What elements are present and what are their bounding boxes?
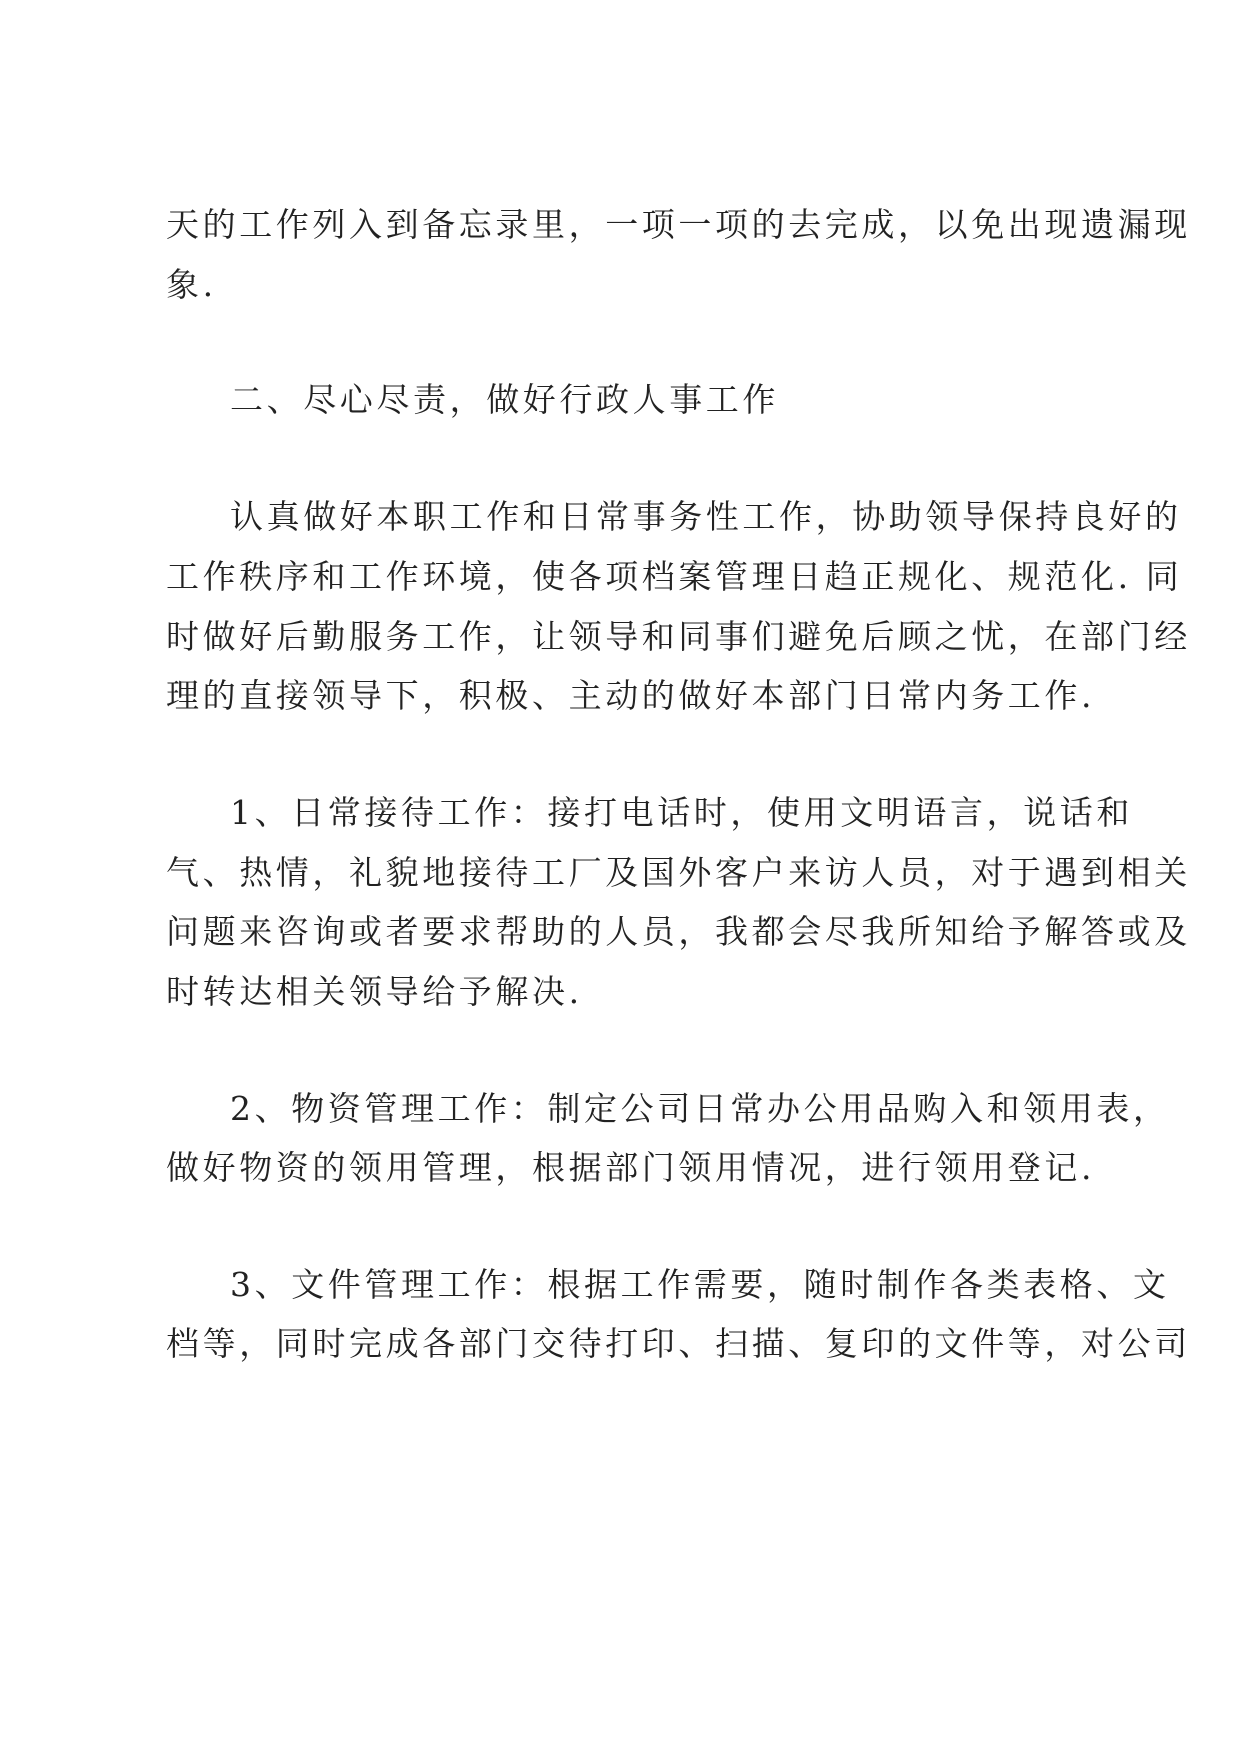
paragraph-line: 时转达相关领导给予解决. — [166, 972, 583, 1011]
paragraph-line: 2、物资管理工作：制定公司日常办公用品购入和领用表， — [230, 1089, 1170, 1128]
paragraph-line: 时做好后勤服务工作，让领导和同事们避免后顾之忧，在部门经 — [166, 617, 1191, 656]
paragraph-line: 气、热情，礼貌地接待工厂及国外客户来访人员，对于遇到相关 — [166, 853, 1191, 892]
paragraph-line: 理的直接领导下，积极、主动的做好本部门日常内务工作. — [166, 676, 1096, 715]
paragraph-line: 工作秩序和工作环境，使各项档案管理日趋正规化、规范化. 同 — [166, 557, 1183, 596]
paragraph-line: 1、日常接待工作：接打电话时，使用文明语言，说话和 — [230, 793, 1133, 832]
section-heading: 二、尽心尽责，做好行政人事工作 — [230, 380, 779, 419]
paragraph-line: 问题来咨询或者要求帮助的人员，我都会尽我所知给予解答或及 — [166, 912, 1191, 951]
paragraph-line: 象. — [166, 265, 217, 304]
paragraph-line: 认真做好本职工作和日常事务性工作，协助领导保持良好的 — [230, 497, 1182, 536]
paragraph-line: 天的工作列入到备忘录里，一项一项的去完成，以免出现遗漏现 — [166, 205, 1191, 244]
paragraph-line: 做好物资的领用管理，根据部门领用情况，进行领用登记. — [166, 1148, 1096, 1187]
paragraph-line: 3、文件管理工作：根据工作需要，随时制作各类表格、文 — [230, 1265, 1170, 1304]
paragraph-line: 档等，同时完成各部门交待打印、扫描、复印的文件等，对公司 — [166, 1324, 1191, 1363]
